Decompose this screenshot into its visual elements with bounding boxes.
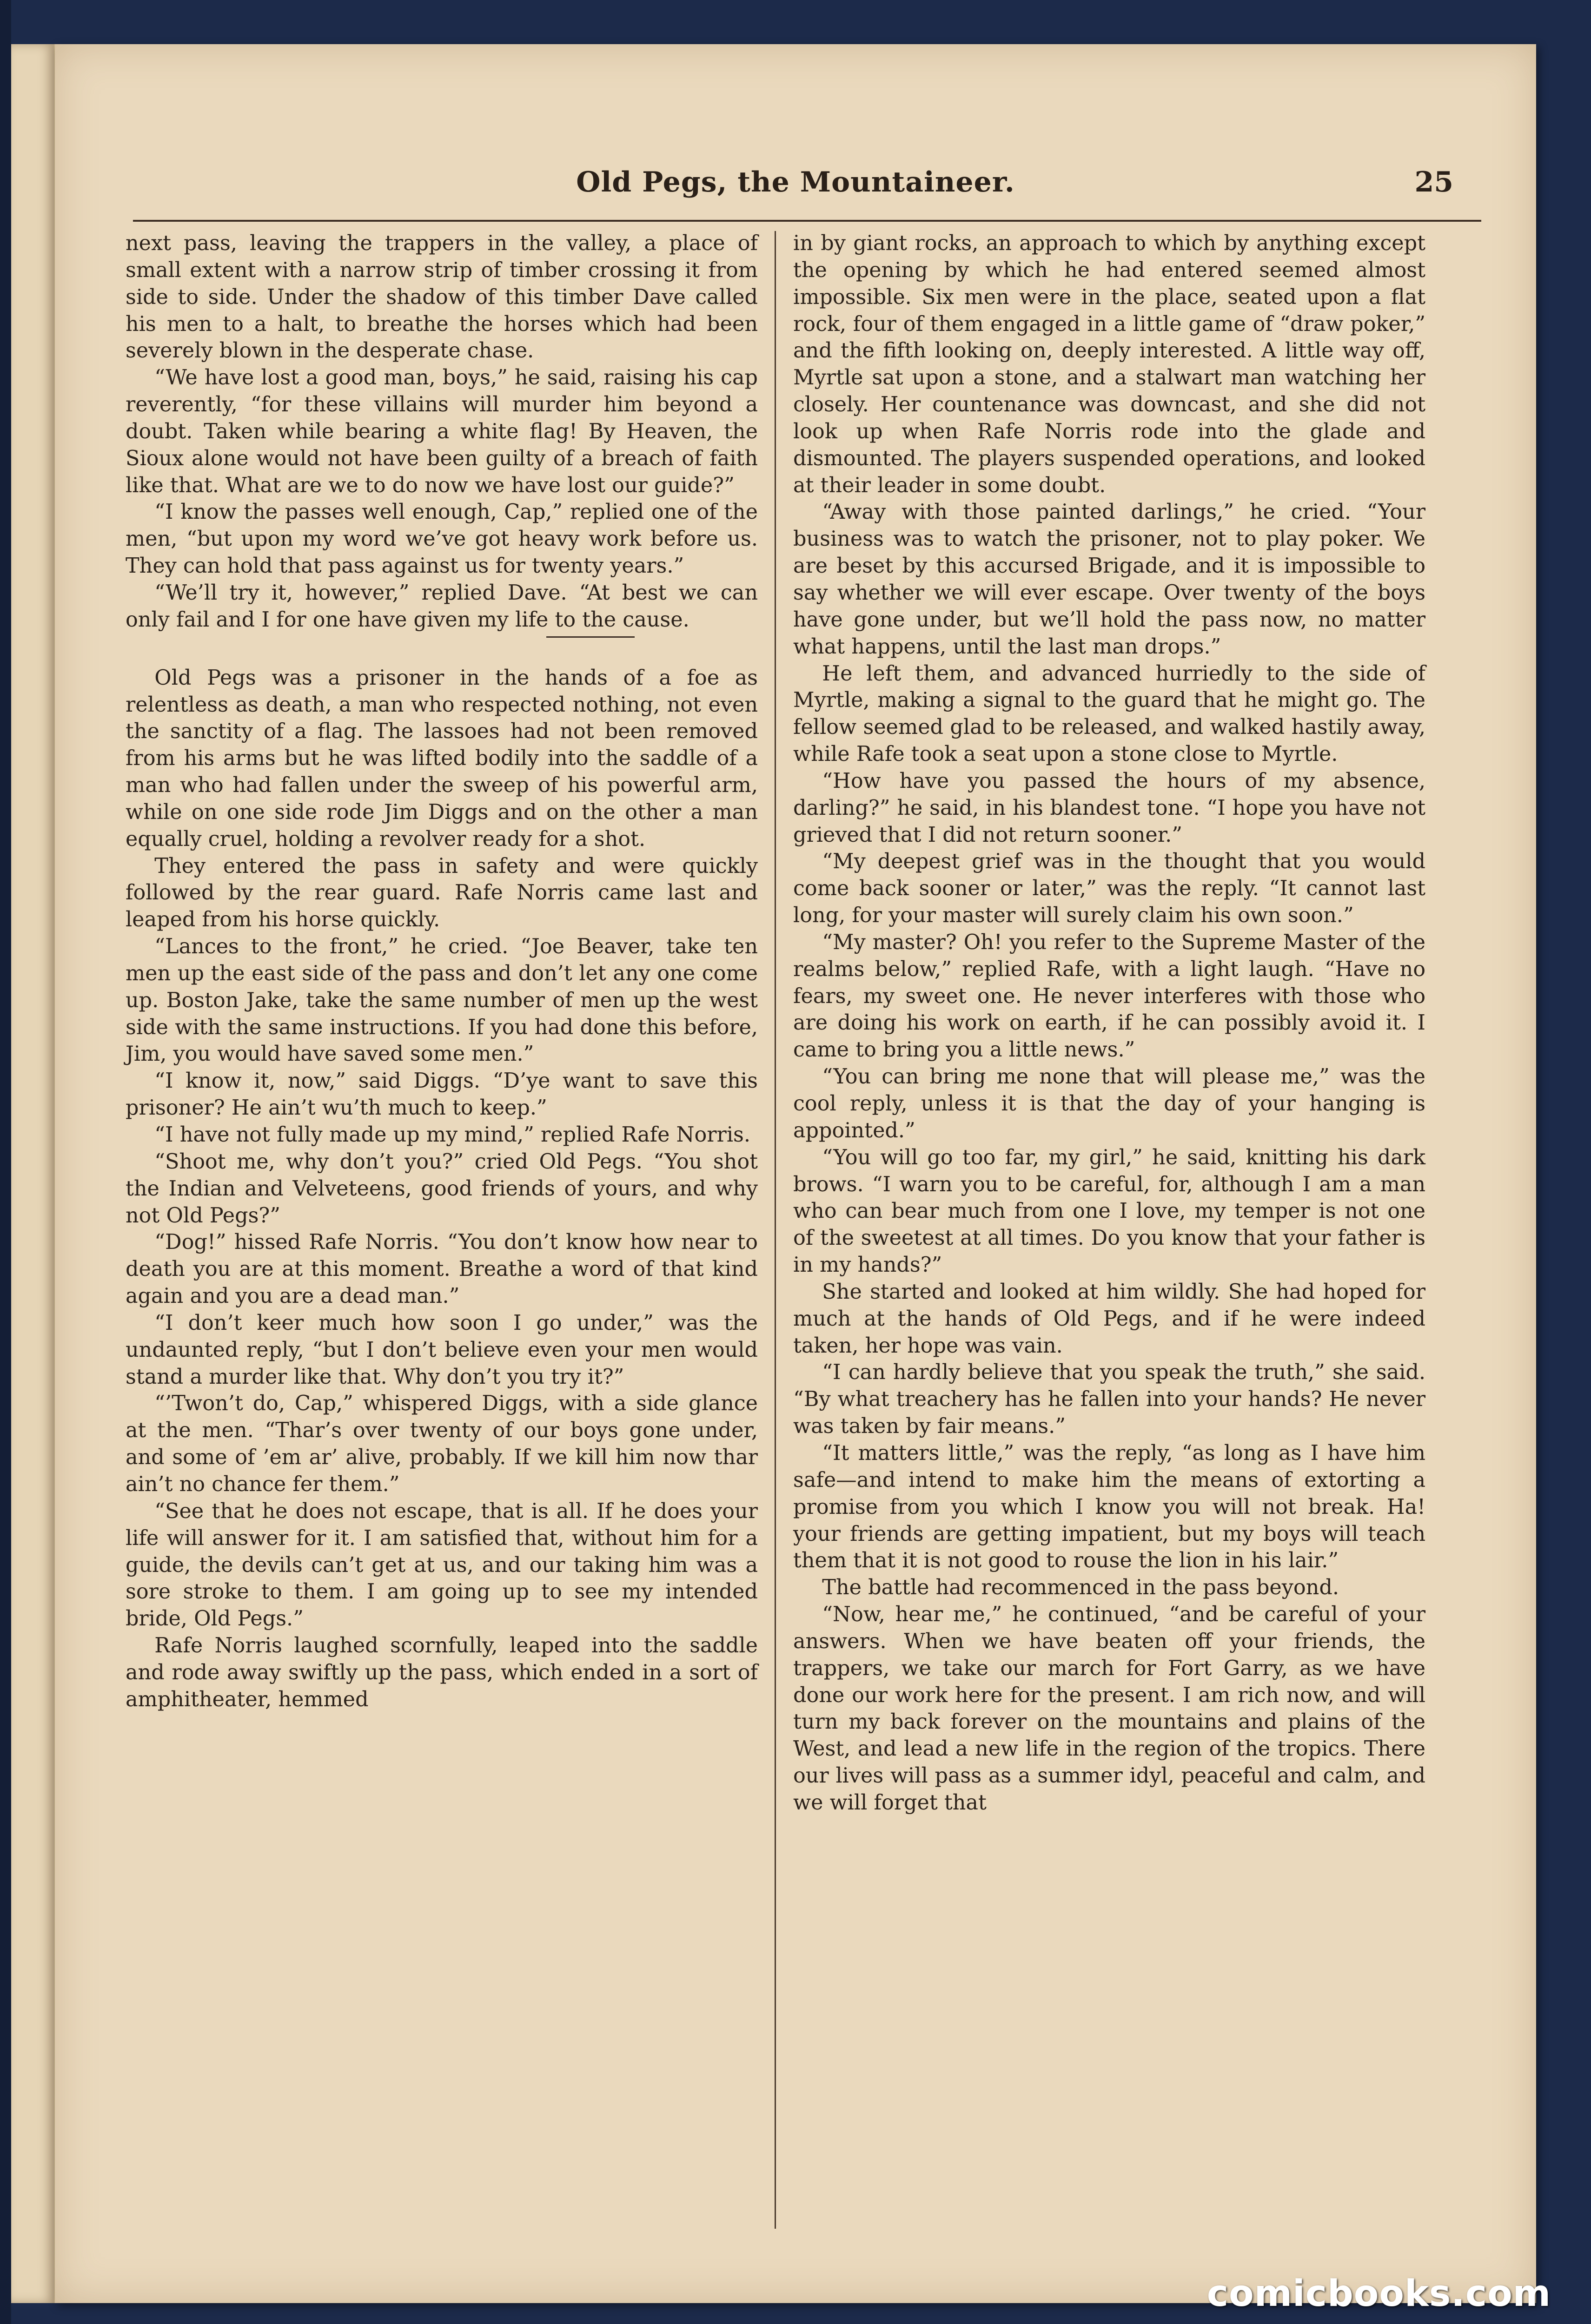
- paragraph: “I have not fully made up my mind,” replied Rafe Norris.: [154, 1123, 751, 1147]
- paragraph: The battle had recommenced in the pass beyond.: [822, 1576, 1339, 1600]
- paragraph: “I don’t keer much how soon I go under,” was the undaunted reply, “but I don’t believe even your men would stand a murder like that. Why don’t you try it?”: [126, 1311, 758, 1389]
- paragraph: “It matters little,” was the reply, “as long as I have him safe—and intend to make him the means of extorting a promise from you which I know you will not break. Ha! your friends are getting impatient, but my boys will teach them that it is not good to rouse the lion in his lair.”: [793, 1441, 1425, 1573]
- paragraph: “Lances to the front,” he cried. “Joe Beaver, take ten men up the east side of the pass and don’t let any one come up. Boston Jake, take the same number of men up the west side with the same instructions. If you had done this before, Jim, you would have saved some men.”: [126, 935, 758, 1066]
- column-divider: [775, 231, 776, 2229]
- section-separator: [546, 636, 635, 638]
- paragraph: He left them, and advanced hurriedly to the side of Myrtle, making a signal to the guard that he might go. The fellow seemed glad to be released, and walked hastily away, while Rafe took a seat upon a stone close to Myrtle.: [793, 661, 1425, 766]
- paragraph: “Shoot me, why don’t you?” cried Old Pegs. “You shot the Indian and Velveteens, good friends of yours, and why not Old Pegs?”: [126, 1149, 758, 1228]
- paragraph: “’Twon’t do, Cap,” whispered Diggs, with a side glance at the men. “Thar’s over twenty of our boys gone under, and some of ’em ar’ alive, probably. If we kill him now thar ain’t no chance fer them.”: [126, 1392, 758, 1496]
- paragraph: She started and looked at him wildly. She had hoped for much at the hands of Old Pegs, and if he were indeed taken, her hope was vain.: [793, 1280, 1425, 1358]
- paragraph: “I can hardly believe that you speak the truth,” she said. “By what treachery has he fallen into your hands? He never was taken by fair means.”: [793, 1360, 1425, 1439]
- paragraph: “We’ll try it, however,” replied Dave. “At best we can only fail and I for one have given my life to the cause.: [126, 581, 758, 632]
- paragraph: “We have lost a good man, boys,” he said, raising his cap reverently, “for these villains will murder him beyond a doubt. Taken while bearing a white flag! By Heaven, the Sioux alone would not have been guilty of a breach of faith like that. What are we to do now we have lost our guide?”: [126, 366, 758, 497]
- paragraph: They entered the pass in safety and were quickly followed by the rear guard. Rafe Norris came last and leaped from his horse quickly.: [126, 854, 758, 932]
- paragraph: next pass, leaving the trappers in the valley, a place of small extent with a narrow strip of timber crossing it from side to side. Under the shadow of this timber Dave called his men to a halt, to breathe the horses which had been severely blown in the desperate chase.: [126, 231, 758, 363]
- paragraph: “Away with those painted darlings,” he cried. “Your business was to watch the prisoner, not to play poker. We are beset by this accursed Brigade, and it is impossible to say whether we will ever escape. Over twenty of the boys have gone under, but we’ll hold the pass now, no matter what happens, until the last man drops.”: [793, 500, 1425, 659]
- paragraph: Rafe Norris laughed scornfully, leaped into the saddle and rode away swiftly up the pass, which ended in a sort of amphitheater, hemmed: [126, 1634, 758, 1711]
- text-column-left: [126, 230, 758, 1713]
- binding-edge: [0, 0, 11, 2324]
- site-watermark: comicbooks.com: [1207, 2273, 1551, 2315]
- paragraph: in by giant rocks, an approach to which by anything except the opening by which he had entered seemed almost impossible. Six men were in the place, seated upon a flat rock, four of them engaged in a little game of “draw poker,” and the fifth looking on, deeply interested. A little way off, Myrtle sat upon a stone, and a stalwart man watching her closely. Her countenance was downcast, and she did not look up when Rafe Norris rode into the glade and dismounted. The players suspended operations, and looked at their leader in some doubt.: [793, 231, 1425, 497]
- paragraph: Old Pegs was a prisoner in the hands of a foe as relentless as death, a man who respected nothing, not even the sanctity of a flag. The lassoes had not been removed from his arms but he was lifted bodily into the saddle of a man who had fallen under the sweep of his powerful arm, while on one side rode Jim Diggs and on the other a man equally cruel, holding a revolver ready for a shot.: [126, 666, 758, 851]
- page-number: 25: [1414, 166, 1453, 198]
- paragraph: “How have you passed the hours of my absence, darling?” he said, in his blandest tone. “I hope you have not grieved that I did not return sooner.”: [793, 769, 1425, 847]
- paragraph: “See that he does not escape, that is all. If he does your life will answer for it. I am satisfied that, without him for a guide, the devils can’t get at us, and our taking him was a sore stroke to them. I am going up to see my intended bride, Old Pegs.”: [126, 1499, 758, 1631]
- magazine-page: [55, 44, 1536, 2303]
- paragraph: “My deepest grief was in the thought that you would come back sooner or later,” was the reply. “It cannot last long, for your master will surely claim his own soon.”: [793, 850, 1425, 928]
- paragraph: “I know it, now,” said Diggs. “D’ye want to save this prisoner? He ain’t wu’th much to keep.”: [126, 1069, 758, 1120]
- paragraph: “You will go too far, my girl,” he said, knitting his dark brows. “I warn you to be careful, for, although I am a man who can bear much from one I love, my temper is not one of the sweetest at all times. Do you know that your father is in my hands?”: [793, 1145, 1425, 1277]
- paragraph: “Dog!” hissed Rafe Norris. “You don’t know how near to death you are at this moment. Breathe a word of that kind again and you are a dead man.”: [126, 1230, 758, 1308]
- previous-page-edge: [11, 44, 57, 2303]
- paragraph: “Now, hear me,” he continued, “and be careful of your answers. When we have beaten off your friends, the trappers, we take our march for Fort Garry, as we have done our work here for the present. I am rich now, and will turn my back forever on the mountains and plains of the West, and lead a new life in the region of the tropics. There our lives will pass as a summer idyl, peaceful and calm, and we will forget that: [793, 1603, 1425, 1815]
- paragraph: “You can bring me none that will please me,” was the cool reply, unless it is that the day of your hanging is appointed.”: [793, 1065, 1425, 1142]
- running-header-title: Old Pegs, the Mountaineer.: [576, 166, 1015, 198]
- paragraph: “My master? Oh! you refer to the Supreme Master of the realms below,” replied Rafe, with a light laugh. “Have no fears, my sweet one. He never interferes with those who are doing his work on earth, if he can possibly avoid it. I came to bring you a little news.”: [793, 930, 1425, 1062]
- text-column-right: [793, 230, 1425, 1816]
- paragraph: “I know the passes well enough, Cap,” replied one of the men, “but upon my word we’ve got heavy work before us. They can hold that pass against us for twenty years.”: [126, 500, 758, 578]
- header-rule: [133, 220, 1481, 222]
